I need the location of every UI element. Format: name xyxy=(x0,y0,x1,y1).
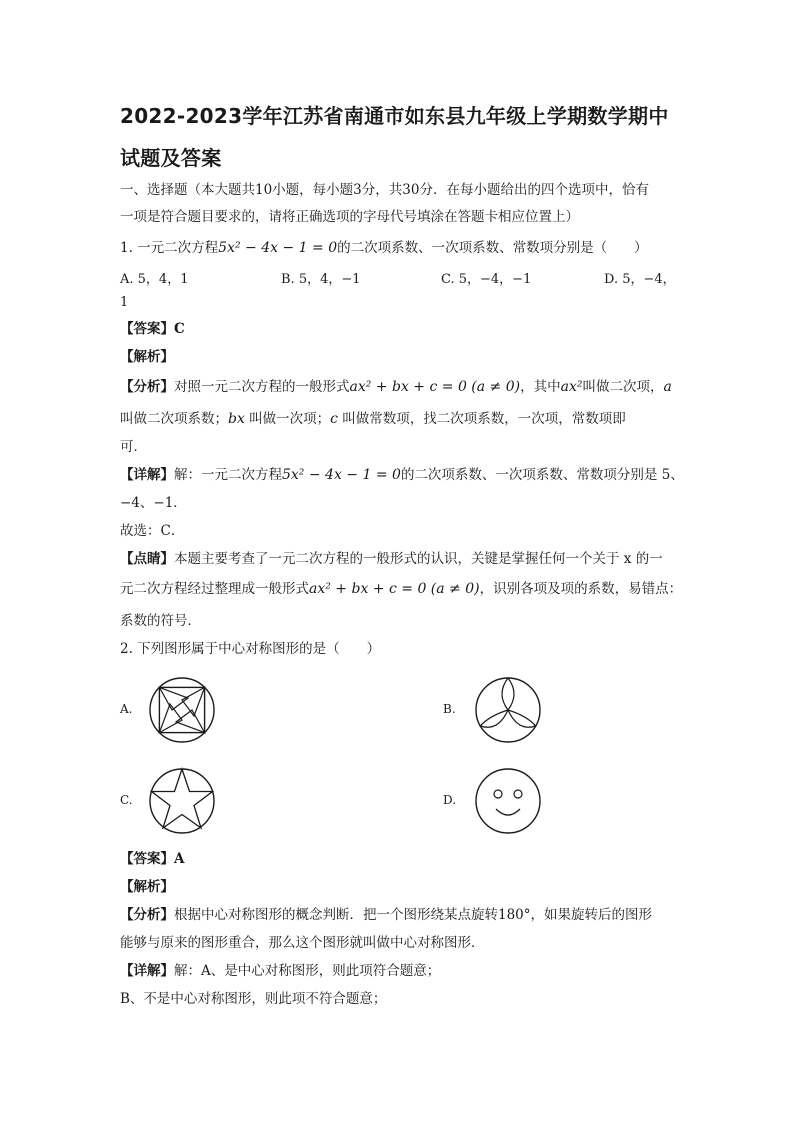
q2-label-b: B. xyxy=(443,702,456,716)
q2-label-c: C. xyxy=(120,793,133,807)
q1-detail-line-2: −4、−1． xyxy=(120,495,187,511)
figure-c-circle xyxy=(150,769,214,833)
q1-point-text: 元二次方程经过整理成一般形式 xyxy=(120,581,309,597)
figure-d-left-eye xyxy=(494,790,502,798)
q1-point-text: ，识别各项及项的系数，易错点： xyxy=(479,581,683,597)
q2-figure-d xyxy=(474,767,542,835)
q2-analysis-line-1 xyxy=(120,906,652,924)
q1-fenxi-text: ，其中 xyxy=(520,379,561,395)
section-instructions-line-2: 一项是符合题目要求的，请将正确选项的字母代号填涂在答题卡相应位置上） xyxy=(120,209,579,225)
q1-general-form: ax² + bx + c = 0 (a ≠ 0) xyxy=(349,379,521,395)
q2-detail-text: 解：A、是中心对称图形，则此项符合题意； xyxy=(174,963,441,979)
q1-stem-prefix: 1. 一元二次方程 xyxy=(120,240,219,256)
q2-figure-c xyxy=(148,767,216,835)
q1-linear-term: bx xyxy=(228,411,245,427)
section-instructions-line-1: 一、选择题（本大题共10小题，每小题3分，共30分．在每小题给出的四个选项中，恰有 xyxy=(120,182,649,198)
q1-fenxi-text: 叫做常数项，找二次项系数，一次项，常数项即 xyxy=(338,411,626,427)
q1-detail-text: 的二次项系数、一次项系数、常数项分别是 5、 xyxy=(400,467,684,483)
q1-quadratic-term: ax² xyxy=(560,379,583,395)
q1-detail-line-1 xyxy=(120,466,684,484)
q1-point-tag: 【点睛】 xyxy=(120,551,174,567)
q2-detail-line-1 xyxy=(120,962,440,980)
q1-analysis-line-3: 可． xyxy=(120,439,147,455)
q1-stem xyxy=(120,239,648,257)
q2-label-a: A. xyxy=(120,702,133,716)
q2-figure-a xyxy=(148,676,216,744)
q1-fenxi-text: 叫做二次项系数； xyxy=(120,411,228,427)
q1-option-c: C. 5，−4，−1 xyxy=(441,272,532,287)
q2-detail-line-2: B、不是中心对称图形，则此项不符合题意； xyxy=(120,991,387,1007)
q1-point-line-3: 系数的符号． xyxy=(120,613,201,629)
figure-a-square xyxy=(159,687,204,732)
q1-choose: 故选：C． xyxy=(120,523,185,539)
q2-stem: 2. 下列图形属于中心对称图形的是（ ） xyxy=(120,641,381,657)
q2-answer: 【答案】A xyxy=(120,851,185,867)
document-title-line-1: 2022-2023学年江苏省南通市如东县九年级上学期数学期中 xyxy=(120,104,669,128)
q1-fenxi-text: 叫做二次项， xyxy=(582,379,664,395)
q2-label-d: D. xyxy=(443,793,457,807)
figure-d-mouth xyxy=(496,809,520,815)
q1-analysis-line-2 xyxy=(120,410,626,428)
q1-constant-c: c xyxy=(330,411,338,427)
q1-fenxi-text: 叫做一次项； xyxy=(244,411,331,427)
q1-analysis-heading: 【解析】 xyxy=(120,349,174,365)
q2-fenxi-text: 根据中心对称图形的概念判断．把一个图形绕某点旋转180°，如果旋转后的图形 xyxy=(174,907,653,923)
q1-detail-text: 解：一元二次方程 xyxy=(174,467,282,483)
q1-option-d: D. 5，−4， xyxy=(604,272,676,287)
q1-stem-suffix: 的二次项系数、一次项系数、常数项分别是（ ） xyxy=(337,240,648,256)
q1-equation: 5x² − 4x − 1 = 0 xyxy=(218,240,338,256)
q1-option-a: A. 5，4，1 xyxy=(120,272,189,287)
q1-coefficient-a: a xyxy=(663,379,672,395)
q2-analysis-heading: 【解析】 xyxy=(120,879,174,895)
q1-fenxi-text: 对照一元二次方程的一般形式 xyxy=(174,379,350,395)
q1-point-text: 本题主要考查了一元二次方程的一般形式的认识，关键是掌握任何一个关于 x 的一 xyxy=(174,551,663,567)
q1-point-general-form: ax² + bx + c = 0 (a ≠ 0) xyxy=(309,581,480,597)
q1-detail-equation: 5x² − 4x − 1 = 0 xyxy=(282,467,401,483)
q1-fenxi-tag: 【分析】 xyxy=(120,379,174,395)
q1-detail-tag: 【详解】 xyxy=(120,467,174,483)
q1-analysis-line-1 xyxy=(120,378,672,396)
q1-option-b: B. 5，4，−1 xyxy=(281,272,361,287)
q1-answer: 【答案】C xyxy=(120,321,185,337)
q1-point-line-2 xyxy=(120,580,682,598)
figure-a-pinwheel xyxy=(159,687,204,732)
q2-analysis-line-2: 能够与原来的图形重合，那么这个图形就叫做中心对称图形． xyxy=(120,935,485,951)
q2-figure-b xyxy=(474,676,542,744)
document-title-line-2: 试题及答案 xyxy=(120,146,222,170)
q2-fenxi-tag: 【分析】 xyxy=(120,907,174,923)
figure-d-right-eye xyxy=(514,790,522,798)
q1-point-line-1 xyxy=(120,550,663,568)
q1-option-d-wrap: 1 xyxy=(120,295,129,310)
q2-detail-tag: 【详解】 xyxy=(120,963,174,979)
figure-d-circle xyxy=(476,769,540,833)
